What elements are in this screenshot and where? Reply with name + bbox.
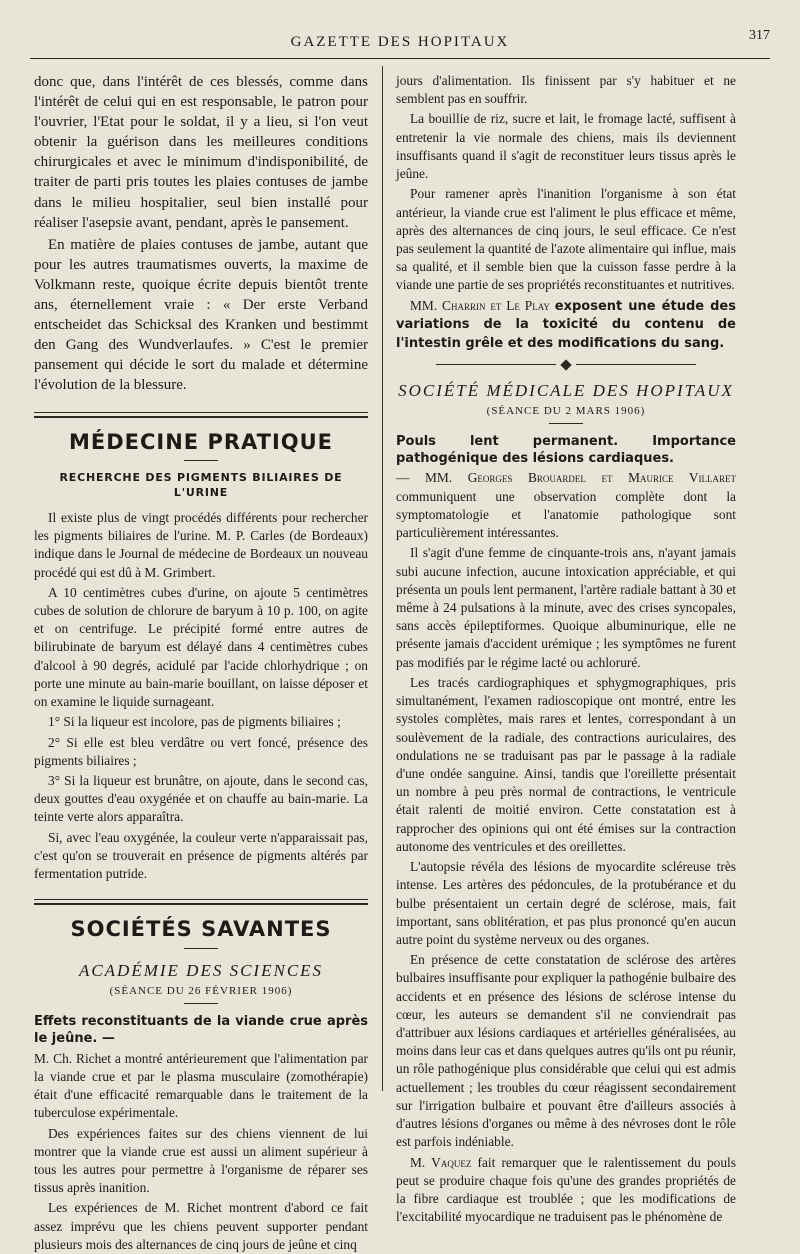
communication-subject: exposent une étude des variations de la toxicité du contenu de l'intestin grêle et des modifications du sang. xyxy=(396,298,736,351)
article-title: Effets reconstituants de la viande crue après le jeûne. — xyxy=(34,1013,368,1046)
right-column xyxy=(396,72,736,1225)
column-divider xyxy=(382,66,383,1091)
paragraph: Des expériences faites sur des chiens viennent de lui montrer que la viande crue est aussi un aliment supérieur à tous les autres pour permettre à l'organisme de réparer ses tissus après inanition. xyxy=(34,1125,368,1196)
paragraph: Si, avec l'eau oxygénée, la couleur verte n'apparaissait pas, c'est qu'on se trouverait en présence de pigments altérés par fermentation putride. xyxy=(34,829,368,882)
paragraph: A 10 centimètres cubes d'urine, on ajoute 5 centimètres cubes de solution de chlorure de baryum à 10 p. 100, on agite et on centrifuge. Le précipité formé entre autres de bilirubinate de baryum est délayé dans 4 centimètres cubes d'alcool à 90 degrés, acidulé par l'acide chlorhydrique ; on porte une minute au bain-marie bouillant, on laisse déposer et on examine le liquide surnageant. xyxy=(34,584,368,710)
rule-line xyxy=(576,364,696,365)
paragraph: Pour ramener après l'inanition l'organisme à son état antérieur, la viande crue est l'aliment le plus efficace et même, après des alternances de cinq jours, le seul efficace. Ce n'est pas seulement la quantité de l'azote alimentaire qui influe, mais sa qualité, et il semble bien que la cuisson fasse perdre à la viande une partie de ses propriétés reconstituantes et nutritives. xyxy=(396,186,736,293)
opening-paragraph: donc que, dans l'intérêt de ces blessés, comme dans l'intérêt de celui qui en est responsable, le patron pour l'ouvrier, l'Etat pour le soldat, il y a lieu, si l'on veut obtenir la guérison dans les meilleures conditions chirurgicales et avec le minimum d'indisponibilité, de traiter de parti pris toutes les plaies contuses de jambe dans le milieu hospitalier, seul bien installé pour réaliser l'asepsie avant, pendant, après le pansement. xyxy=(34,74,368,231)
intro-paragraph xyxy=(396,469,736,542)
paragraph: 2° Si elle est bleu verdâtre ou vert foncé, présence des pigments biliaires ; xyxy=(34,734,368,768)
section-title-societes: SOCIÉTÉS SAVANTES xyxy=(70,917,332,942)
paragraph: En présence de cette constatation de sclérose des artères bulbaires insuffisante pour expliquer la pathogénie bulbaire des accidents et en présence des lésions de sclérose intense du cœur, les auteurs se demandent s'il ne conviendrait pas d'attribuer aux lésions cardiaques et artérielles généralisées, au moins dans leur cas et dans quelques autres qu'ils ont pu réunir, un rôle pathogénique plus considérable que celui qui est admis actuellement ; les troubles du cœur réagissent secondairement sur l'irrigation bulbaire et pouvant être d'ailleurs associés à d'autres lésions d'organes ou même à des névroses dont le rôle est parfois indéniable. xyxy=(396,952,736,1150)
article-title: Pouls lent permanent. Importance pathogénique des lésions cardiaques. xyxy=(396,433,736,466)
paragraph: 3° Si la liqueur est brunâtre, on ajoute, dans le second cas, deux gouttes d'eau oxygénée et on chauffe au bain-marie. La teinte verte alors apparaîtra. xyxy=(34,773,368,825)
intro-text: communiquent une observation complète dont la symptomatologie et l'anatomie pathologique sont particulièrement intéressantes. xyxy=(396,488,736,541)
author-names: MM. Charrin et Le Play xyxy=(410,297,550,313)
short-rule xyxy=(549,423,583,424)
section-rule xyxy=(34,412,368,418)
society-name: SOCIÉTÉ MÉDICALE DES HOPITAUX xyxy=(398,380,734,400)
section-title-medecine: MÉDECINE PRATIQUE xyxy=(68,429,334,454)
paragraph: 1° Si la liqueur est incolore, pas de pigments biliaires ; xyxy=(48,714,341,730)
header-rule xyxy=(30,58,770,59)
subsection-title: RECHERCHE DES PIGMENTS BILIAIRES DE L'URINE xyxy=(59,471,343,499)
paragraph: Les tracés cardiographiques et sphygmographiques, pris simultanément, l'examen radioscopique ont montré, entre les systoles complètes, mais rares et lentes, correspondant à un soulèvement de la radiale, des contractions auriculaires, des ondulations ne se traduisant pas par le passage à la radiale d'une ondée sanguine. Ainsi, tandis que l'oreillette présentait un nombre à peu près normal de contractions, le ventricule était ralenti de moitié environ. Cette constatation est à rapprocher des opinions qui ont été émises sur la contraction autonome des ventricules et des oreillettes. xyxy=(396,674,736,854)
running-head: GAZETTE DES HOPITAUX xyxy=(290,34,510,50)
page-header xyxy=(20,28,780,62)
paragraph: Les expériences de M. Richet montrent d'abord ce fait assez imprévu que les chiens peuvent supporter pendant plusieurs mois des alternances de cinq jours de jeûne et cinq xyxy=(34,1200,368,1252)
section-rule xyxy=(34,899,368,905)
short-rule xyxy=(184,1003,218,1004)
continuation-paragraph: jours d'alimentation. Ils finissent par s'y habituer et ne semblent pas en souffrir. xyxy=(396,73,736,107)
charrin-paragraph xyxy=(396,297,736,353)
rule-line xyxy=(436,364,556,365)
left-column xyxy=(34,72,368,1252)
short-rule xyxy=(184,948,218,949)
ornament-rule xyxy=(396,361,736,369)
paragraph: Il s'agit d'une femme de cinquante-trois ans, n'ayant jamais subi aucune infection, aucune intoxication appréciable, et qui présenta un pouls lent permanent, l'artère radiale battant à 30 et même à 24 pulsations à la minute, avec des crises syncopales, sans accès épileptiformes. Quoique albuminurique, elle ne présente jamais d'accident urémique ; les symptômes ne furent pas modifiés par le régime lacté ou achloruré. xyxy=(396,545,736,670)
vaquez-text: fait remarquer que le ralentissement du pouls peut se produire chaque fois qu'une des grandes propriétés de la fibre cardiaque est troublée ; que les modifications de l'excitabilité myocardique ne traduisent pas le phénomène de xyxy=(396,1154,736,1225)
session-date: (SÉANCE DU 2 MARS 1906) xyxy=(486,404,646,417)
society-name: ACADÉMIE DES SCIENCES xyxy=(78,960,324,980)
page-number: 317 xyxy=(749,28,770,43)
short-rule xyxy=(184,460,218,461)
diamond-ornament xyxy=(560,359,571,370)
paragraph: L'autopsie révéla des lésions de myocardite scléreuse très intense. Les artères des pédoncules, de la protubérance et du bulbe présentaient un certain degré de sclérose, mais, fait important, sans oblitération, et pas plus prononcé qu'en aucun autre point du système nerveux ou des organes. xyxy=(396,859,736,947)
session-date: (SÉANCE DU 26 FÉVRIER 1906) xyxy=(109,984,293,997)
paragraph: Il existe plus de vingt procédés différents pour rechercher les pigments biliaires de l'urine. M. P. Carles (de Bordeaux) indique dans le Journal de médecine de Bordeaux un nouveau procédé qui est dû à M. Grimbert. xyxy=(34,509,368,580)
author-name: M. Vaquez xyxy=(410,1154,472,1170)
author-names: — MM. Georges Brouardel et Maurice Villaret xyxy=(396,470,736,486)
vaquez-paragraph xyxy=(396,1154,736,1227)
paragraph: La bouillie de riz, sucre et lait, le fromage lacté, suffisent à entretenir la vie normale des chiens, mais ils deviennent insuffisants quand il s'agit de reconstituer leurs tissus après le jeûne. xyxy=(396,111,736,182)
volkmann-paragraph: En matière de plaies contuses de jambe, autant que pour les autres traumatismes ouverts, la maxime de Volkmann reste, quoique écrite depuis bientôt trente ans, éternellement vraie : « Der erste Verband entscheidet das Schicksal des Kranken und bestimmt den Gang des Wundverlaufes. » C'est le premier pansement qui décide le sort du malade et détermine l'évolution de la blessure. xyxy=(34,236,368,394)
paragraph: M. Ch. Richet a montré antérieurement que l'alimentation par la viande crue et par le plasma musculaire (zomothérapie) était d'une efficacité remarquable dans le traitement de la tuberculose expérimentale. xyxy=(34,1050,368,1121)
